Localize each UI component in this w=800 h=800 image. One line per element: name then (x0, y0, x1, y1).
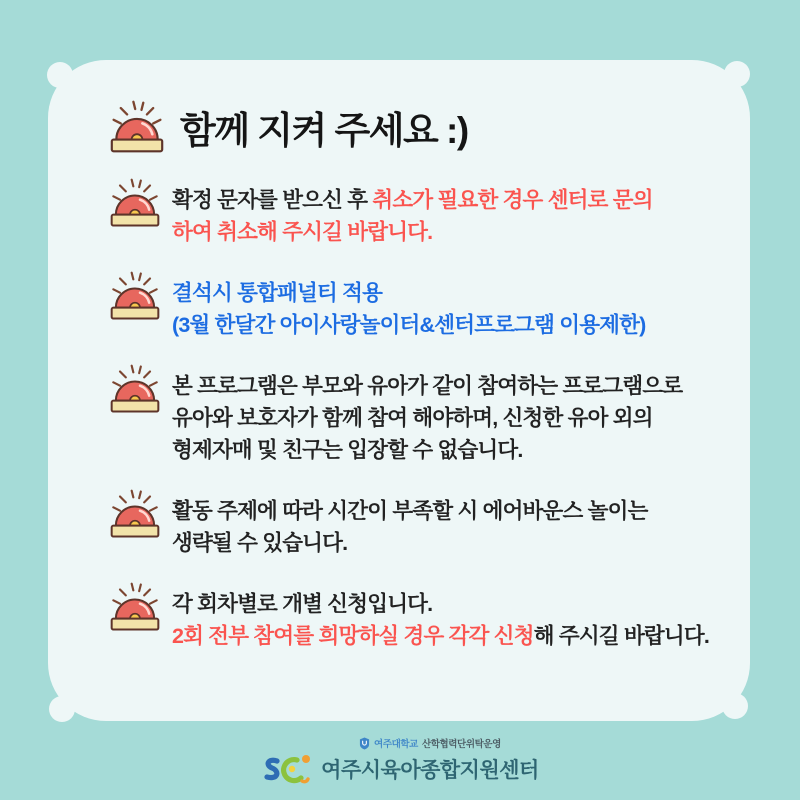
notice-text-segment: 유아와 보호자가 함께 참여 해야하며, 신청한 유아 외의 (172, 406, 653, 430)
title-row (108, 100, 720, 154)
alarm-bell-icon (108, 100, 166, 154)
org-logo-row (261, 751, 539, 787)
university-name: 여주대학교 (374, 739, 418, 750)
notice-text-segment: 결석시 통합패널티 적용 (172, 281, 383, 305)
notice-item-text (172, 277, 645, 341)
university-note: 산학협력단위탁운영 (421, 739, 501, 750)
sci-swirl-logo-icon (261, 751, 315, 787)
alarm-bell-icon (108, 489, 162, 539)
alarm-bell-icon (108, 271, 162, 321)
notice-text-segment: 2회 전부 참여를 희망하실 경우 각각 신청 (172, 624, 534, 648)
notice-text-segment: 각 회차별로 개별 신청입니다. (172, 592, 433, 616)
notice-line (172, 402, 682, 434)
notice-line (172, 184, 653, 216)
notice-line (172, 620, 709, 652)
alarm-bell-icon (108, 178, 162, 228)
notice-item (108, 495, 720, 559)
notice-item (108, 370, 720, 466)
notice-text-segment: (3월 한달간 아이사랑놀이터&센터프로그램 이용제한) (172, 313, 646, 337)
notice-line (172, 434, 682, 466)
footer-university-line (359, 736, 501, 750)
notice-item-text (172, 370, 682, 466)
notice-item (108, 588, 720, 652)
notice-card (48, 60, 750, 721)
notice-line (172, 277, 645, 309)
notice-text-segment: 생략될 수 있습니다. (172, 531, 348, 555)
alarm-bell-icon (108, 364, 162, 414)
notice-item (108, 277, 720, 341)
notice-text-segment: 확정 문자를 받으신 후 (172, 188, 373, 212)
notice-item-text (172, 588, 709, 652)
notice-text-segment: 본 프로그램은 부모와 유아가 같이 참여하는 프로그램으로 (172, 374, 683, 398)
notice-list (108, 184, 720, 652)
notice-line (172, 370, 682, 402)
notice-text-segment: 형제자매 및 친구는 입장할 수 없습니다. (172, 438, 523, 462)
notice-line (172, 216, 653, 248)
page-title: 함께 지켜 주세요 :) (180, 110, 468, 151)
notice-line (172, 588, 709, 620)
notice-text-segment: 취소가 필요한 경우 센터로 문의 (372, 188, 653, 212)
notice-line (172, 495, 648, 527)
notice-item-text (172, 184, 653, 248)
notice-text-segment: 활동 주제에 따라 시간이 부족할 시 에어바운스 놀이는 (172, 499, 648, 523)
notice-line (172, 527, 648, 559)
notice-item (108, 184, 720, 248)
footer-logo (0, 736, 800, 787)
alarm-bell-icon (108, 582, 162, 632)
notice-line (172, 309, 645, 341)
university-shield-icon (359, 737, 370, 750)
notice-text-segment: 하여 취소해 주시길 바랍니다. (172, 220, 433, 244)
notice-text-segment: 해 주시길 바랍니다. (533, 624, 709, 648)
org-name: 여주시육아종합지원센터 (321, 759, 539, 782)
notice-item-text (172, 495, 648, 559)
